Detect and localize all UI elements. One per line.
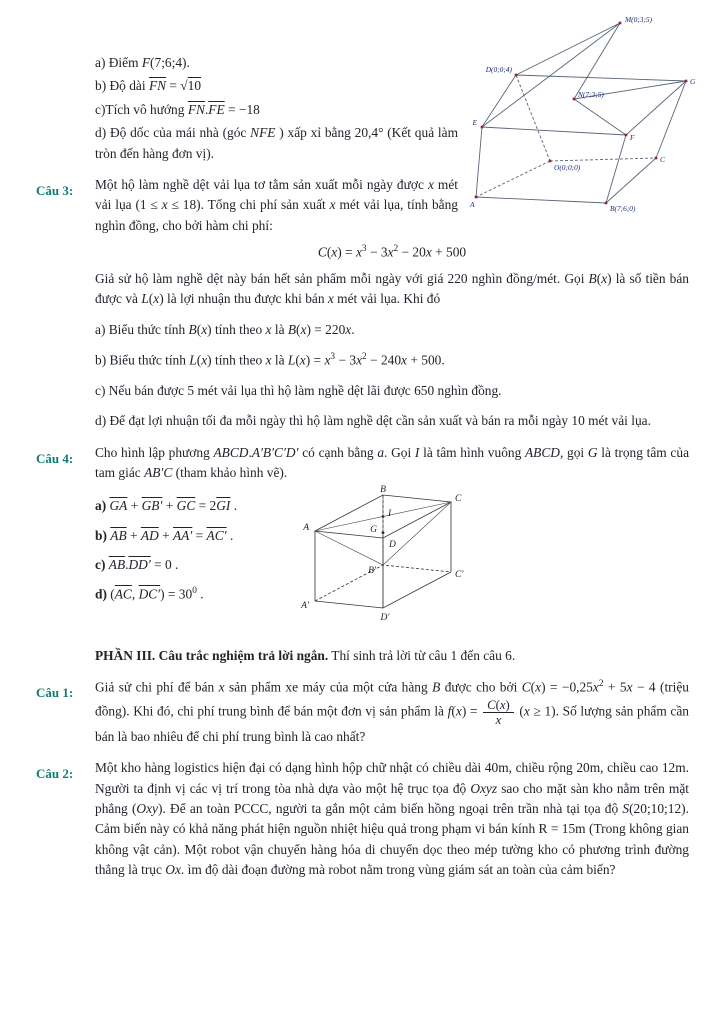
question-2-label: Câu 2: [36,766,74,782]
question-4-body [95,485,689,631]
part-3-heading-bold: PHẦN III. Câu trắc nghiệm trả lời ngắn. [95,647,329,663]
question-1-label: Câu 1: [36,685,74,701]
question-4-items [95,489,291,614]
question-4-item-b: b) $\overline{AB} + \overline{AD} + AA' = AC'$ . [95,527,234,543]
question-4-item-a: a) $\overline{GA} + GB' + \overline{GC} = 2\overline{GI}$ . [95,498,238,514]
cube-diagonals [315,495,451,608]
point-label-I: I [388,509,392,520]
question-4-label: Câu 4: [36,450,74,466]
vertex-label-B-prime: B′ [368,566,376,577]
question-3-item-b: b) Biểu thức tính L(x) tính theo x là $L(x) = x^3 - 3x^2 - 240x + 500$. [95,351,445,368]
intro-item-a: a) Điểm F(7;6;4). [95,55,190,70]
vertex-label-M: M(0;3;5) [625,15,653,24]
point-label-G: G [370,525,377,536]
question-2 [36,758,689,880]
vertex-label-E: E [472,118,477,127]
question-3-stem: Một hộ làm nghề dệt vải lụa tơ tằm sản xuất mỗi ngày được x mét vải lụa (1 ≤ x ≤ 18). Tổng chi phí sản xuất x mét vải lụa, tính bằng nghìn đồng, cho bởi hàm chi phí: [95,176,458,233]
question-4-item-d: d) ($\overline{AC}$, $DC') = 30^0$ . [95,586,204,602]
part-3-heading-rest: Thí sinh trả lời từ câu 1 đến câu 6. [328,647,516,663]
question-4-stem: Cho hình lập phương ABCD.A′B′C′D′ có cạnh bằng a. Gọi I là tâm hình vuông ABCD, gọi G là trọng tâm của tam giác AB′C (tham khảo hình vẽ). [95,444,690,480]
vertex-label-D: D [389,540,396,551]
question-1-stem: Giả sử chi phí để bán x sản phẩm xe máy của một cửa hàng B được cho bởi $C(x) = -0,25x^2 + 5x - 4$ (triệu đồng). Khi đó, chi phí trung bình để bán một đơn vị sản phẩm là f(x) = $\frac{C(x)}{x}$ (x ≥ 1). Số lượng sản phẩm cần bán là bao nhiêu để chi phí trung bình là cao nhất? [95,679,689,744]
question-3-item-a: a) Biểu thức tính B(x) tính theo x là B(x) = 220x. [95,321,355,337]
question-3-item-c: c) Nếu bán được 5 mét vải lụa thì hộ làm nghề dệt lãi được 650 nghìn đồng. [95,382,502,398]
vertex-label-B: B [380,485,386,496]
vertex-label-F: F [630,133,635,142]
vertex-label-C-prime: C′ [455,570,464,581]
question-4 [36,443,689,632]
vertex-label-D-prime: D′ [380,613,390,624]
vertex-label-C: C [660,155,665,164]
vertex-label-B: B(7;6;0) [610,204,636,213]
vertex-label-A-prime: A′ [301,601,309,612]
question-3-stem-2: Giả sử hộ làm nghề dệt này bán hết sản phẩm mỗi ngày với giá 220 nghìn đồng/mét. Gọi B(x) là số tiền bán được và L(x) là lợi nhuận thu được khi bán x mét vải lụa. Khi đó [95,270,689,307]
vertex-label-A: A [470,200,475,209]
question-1 [36,677,689,747]
vertex-label-O: O(0;0;0) [554,163,581,172]
question-4-item-c: c) $\overline{AB}.DD' = 0$ . [95,557,179,573]
vertex-label-C: C [455,494,462,505]
question-3-label: Câu 3: [36,182,74,198]
question-3 [36,175,689,432]
vertex-label-G: G [690,77,696,86]
part-3-heading [95,646,689,666]
vertex-label-D: D(0;0;4) [485,65,512,74]
question-3-items [95,320,689,432]
question-3-item-d: d) Để đạt lợi nhuận tối đa mỗi ngày thì hộ làm nghề dệt cần sản xuất và bán ra mỗi ngày 10 mét vải lụa. [95,413,651,429]
intro-item-c: c)Tích vô hướng $\overline{FN}.\overline{FE} = -18$ [95,101,260,117]
vertex-label-A: A [303,523,309,534]
intro-item-d: d) Độ dốc của mái nhà (góc NFE ) xấp xỉ bằng 20,4° (Kết quả làm tròn đến hàng đơn vị). [95,125,459,161]
vertex-label-N: N(7;3;5) [578,90,604,99]
cube-figure-svg [299,483,484,625]
question-3-formula: $C(x) = x^3 - 3x^2 - 20x + 500$ [317,244,467,260]
cube-figure [299,483,484,631]
intro-item-b: b) Độ dài $\overline{FN} = √10$ [95,78,202,94]
question-2-stem: Một kho hàng logistics hiện đại có dạng hình hộp chữ nhật có chiều dài 40m, chiều rộng 20m, chiều cao 12m. Người ta định vị các vị trí trong tòa nhà dựa vào một hệ trục tọa độ Oxyz sao cho mặt sàn kho nằm trên mặt phẳng (Oxy). Để an toàn PCCC, người ta gắn một cảm biến hồng ngoại trên trần nhà tại tọa độ S(20;10;12). Cảm biến này có khả năng phát hiện nguồn nhiệt hiệu quả trong phạm vi bán kính R = 15m (Trong không gian không vật cản). Một robot vận chuyển hàng hóa di chuyển dọc theo mép tường kho có phương trình đường thẳng là trục Ox. ìm độ dài đoạn đường mà robot nằm trong vùng giám sát an toàn của cảm biến? [95,760,690,878]
